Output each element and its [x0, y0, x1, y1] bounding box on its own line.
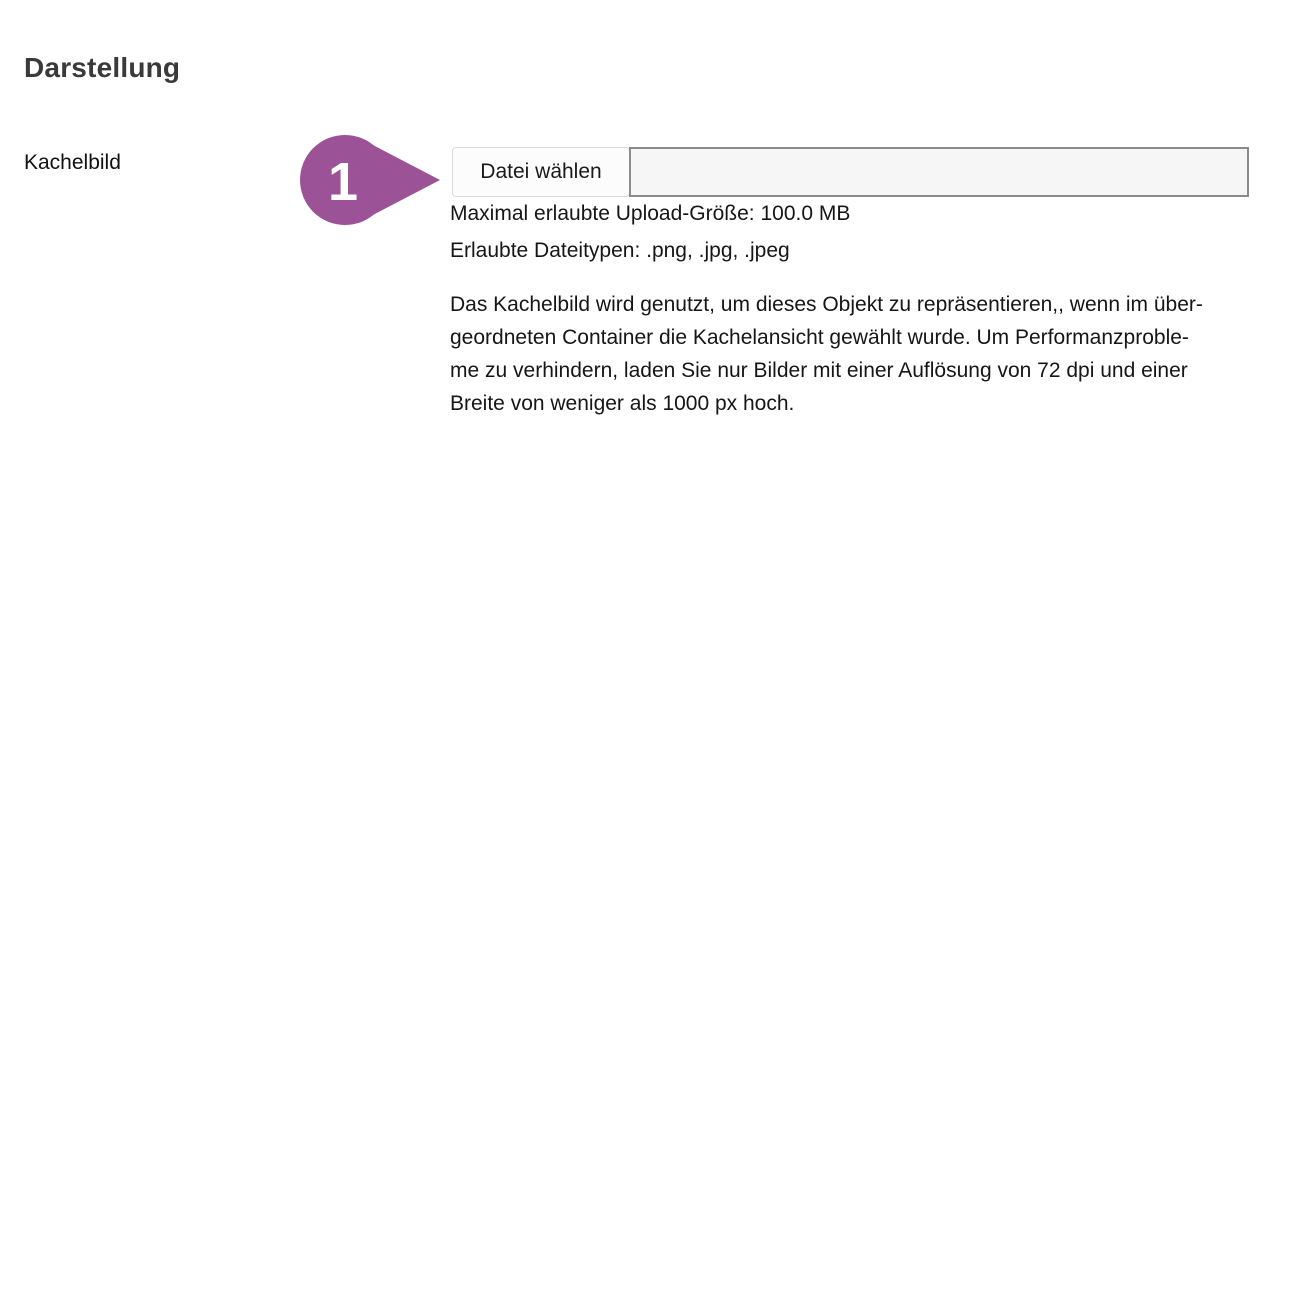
tile-image-field-label: Kachelbild — [24, 151, 121, 174]
step-number-text: 1 — [327, 152, 359, 212]
choose-file-button[interactable]: Datei wählen — [452, 147, 630, 197]
annotation-step-marker — [296, 133, 441, 225]
description-line: Das Kachelbild wird genutzt, um dieses Objekt zu repräsentieren,, wenn im über- — [450, 293, 1203, 316]
max-upload-size-text: Maximal erlaubte Upload-Größe: 100.0 MB — [450, 202, 851, 225]
tile-image-file-input — [452, 147, 1249, 197]
section-title: Darstellung — [24, 52, 181, 83]
description-line: me zu verhindern, laden Sie nur Bilder mit einer Auflösung von 72 dpi und einer — [450, 359, 1188, 382]
file-input-filename[interactable] — [629, 147, 1249, 197]
callout-pointer-icon — [296, 133, 441, 225]
description-line: Breite von weniger als 1000 px hoch. — [450, 392, 795, 415]
tile-image-description — [450, 288, 1255, 420]
allowed-filetypes-text: Erlaubte Dateitypen: .png, .jpg, .jpeg — [450, 239, 790, 262]
description-line: geordneten Container die Kachelansicht gewählt wurde. Um Performanzproble- — [450, 326, 1189, 349]
